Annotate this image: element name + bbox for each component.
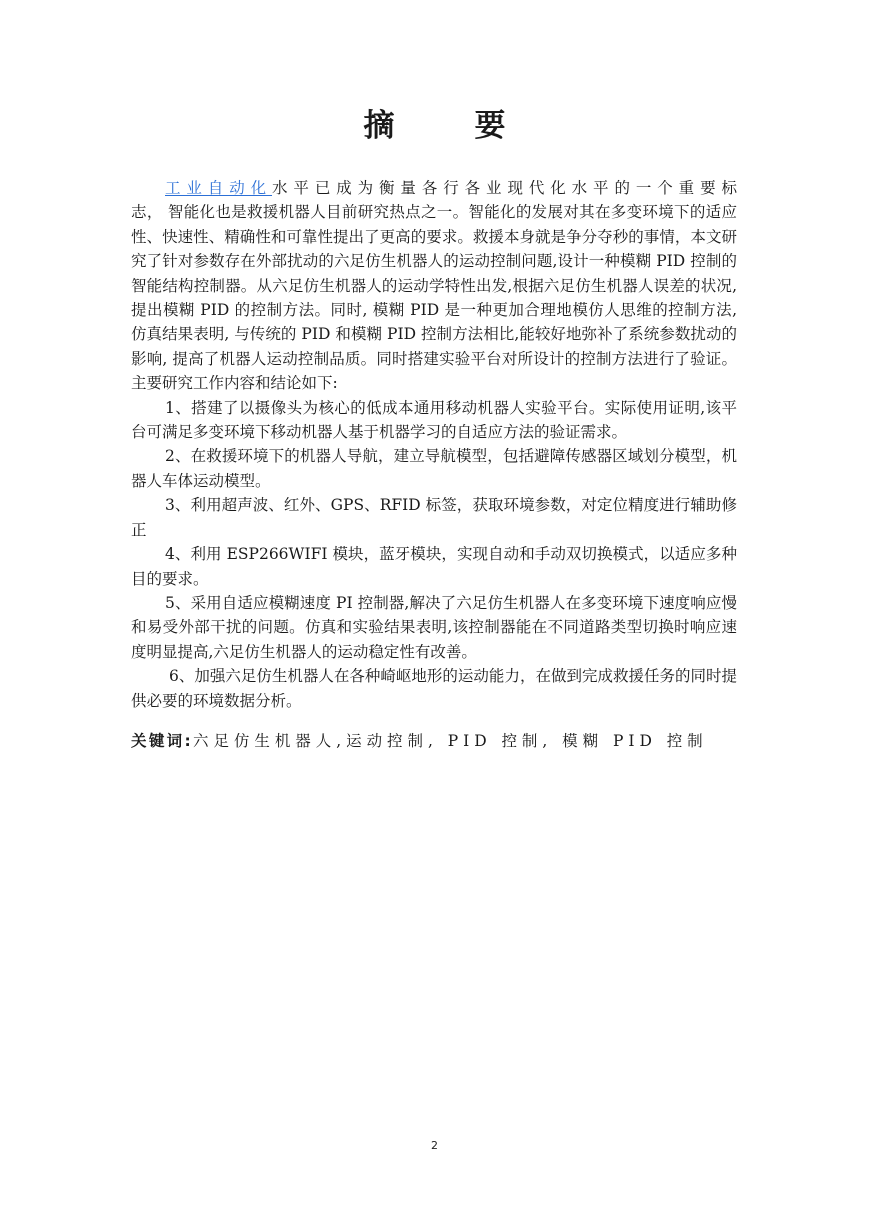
title-char-2: 要 <box>474 108 506 144</box>
keywords-line <box>131 729 737 753</box>
result-item-6: 6、加强六足仿生机器人在各种崎岖地形的运动能力，在做到完成救援任务的同时提供必要的环境数据分析。 <box>131 667 737 710</box>
abstract-body <box>131 176 737 753</box>
result-item-2: 2、在救援环境下的机器人导航，建立导航模型，包括避障传感器区域划分模型，机器人车体运动模型。 <box>131 447 737 490</box>
abstract-lead-text: 水平已成为衡量各行各业现代化水平的一个重要 <box>272 179 722 197</box>
result-item-5: 5、采用自适应模糊速度 PI 控制器,解决了六足仿生机器人在多变环境下速度响应慢和易受外部干扰的问题。仿真和实验结果表明,该控制器能在不同道路类型切换时响应速度明显提高,六足仿生机器人的运动稳定性有改善。 <box>131 593 737 661</box>
result-item-3: 3、利用超声波、红外、GPS、RFID 标签，获取环境参数，对定位精度进行辅助修正 <box>131 496 737 539</box>
keywords-label: 关键词: <box>131 731 193 750</box>
page-number: 2 <box>431 1139 438 1152</box>
result-item-1: 1、搭建了以摄像头为核心的低成本通用移动机器人实验平台。实际使用证明,该平台可满足多变环境下移动机器人基于机器学习的自适应方法的验证需求。 <box>131 398 737 442</box>
abstract-text: 标志， 智能化也是救援机器人目前研究热点之一。智能化的发展对其在多变环境下的适应性、快速性、精确性和可靠性提出了更高的要求。救援本身就是争分夺秒的事情，本文研究了针对参数存在外部扰动的六足仿生机器人的运动控制问题,设计一种模糊 PID 控制的智能结构控制器。从六足仿生机器人的运动学特性出发,根据六足仿生机器人误差的状况,提出模糊 PID 的控制方法。同时, 模糊 PID 是一种更加合理地模仿人思维的控制方法, 仿真结果表明, 与传统的 PID 和模糊 PID 控制方法相比,能较好地弥补了系统参数扰动的影响, 提高了机器人运动控制品质。同时搭建实验平台对所设计的控制方法进行了验证。主要研究工作内容和结论如下: <box>131 179 737 393</box>
page-title <box>0 104 869 148</box>
result-item-4: 4、利用 ESP266WIFI 模块，蓝牙模块，实现自动和手动双切换模式，以适应多种目的要求。 <box>131 545 737 588</box>
title-char-1: 摘 <box>363 108 395 144</box>
industrial-automation-link[interactable]: 工业自动化 <box>165 179 273 197</box>
keywords-text: 六足仿生机器人,运动控制, PID 控制, 模糊 PID 控制 <box>193 731 708 750</box>
abstract-paragraph <box>131 176 737 396</box>
